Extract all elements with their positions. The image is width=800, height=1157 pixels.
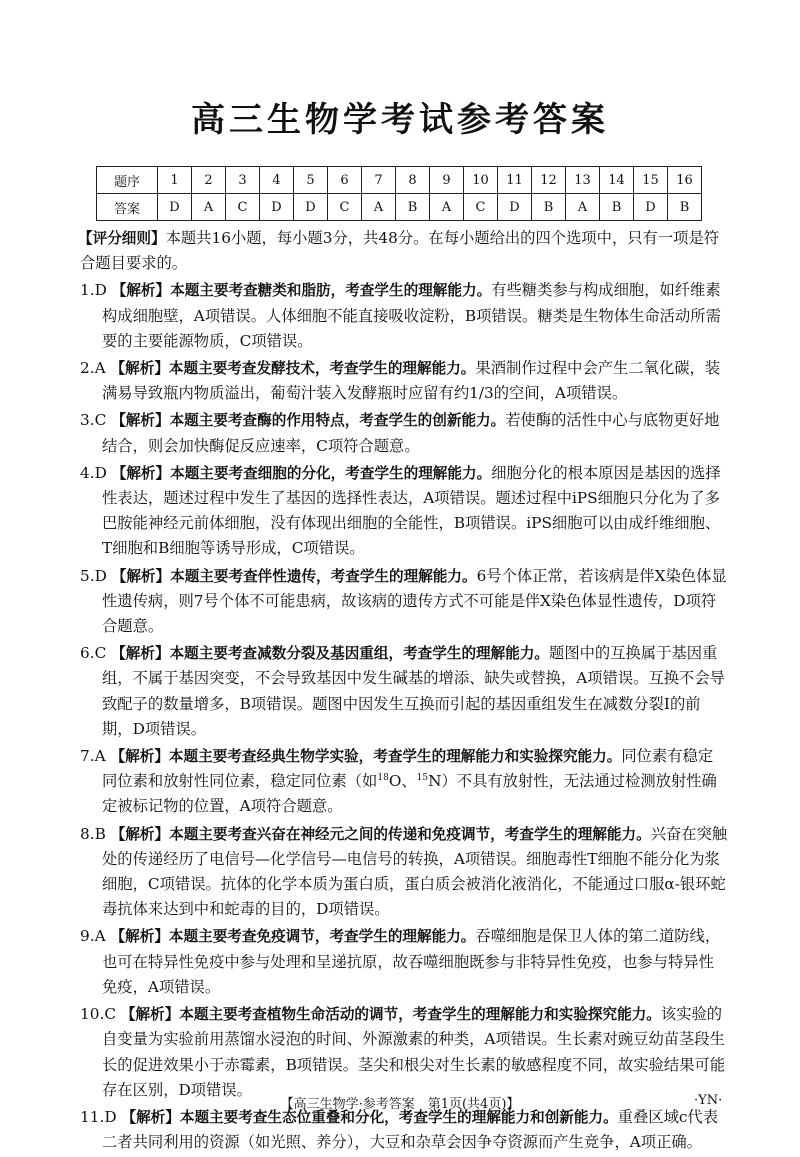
item-label: 【解析】本题主要考查减数分裂及基因重组，考查学生的理解能力。 [111, 645, 550, 663]
footer-text: 【高三生物学·参考答案 第1页(共4页)】 [280, 1097, 520, 1112]
table-cell: B [396, 194, 430, 221]
item-number: 7.A [80, 747, 106, 766]
item-text: 有些糖类参与构成细胞，如纤维素构成细胞壁，A项错误。人体细胞不能直接吸收淀粉，B项错误。糖类是生物体生命活动所需要的主要能源物质，C项错误。 [102, 281, 721, 350]
item-label: 【解析】本题主要考查发酵技术，考查学生的理解能力。 [110, 360, 476, 378]
table-cell: 11 [498, 167, 532, 194]
explanation-item-5 [80, 564, 728, 640]
item-label: 【解析】本题主要考查糖类和脂肪，考查学生的理解能力。 [111, 282, 492, 300]
explanation-item-11 [80, 1105, 728, 1155]
table-cell: B [532, 194, 566, 221]
item-number: 6.C [80, 644, 107, 663]
table-cell: C [226, 194, 260, 221]
isotope-mass-number: 18 [377, 773, 389, 784]
item-text: 细胞分化的根本原因是基因的选择性表达，题述过程中发生了基因的选择性表达，A项错误。题述过程中iPS细胞只分化为了多巴胺能神经元前体细胞，没有体现出细胞的全能性，B项错误。iPS细胞可以由成纤维细胞、T细胞和B细胞等诱导形成，C项错误。 [102, 463, 721, 558]
item-number: 11.D [80, 1107, 117, 1126]
item-text: 6号个体正常，若该病是伴X染色体显性遗传病，则7号个体不可能患病，故该病的遗传方式不可能是伴X染色体显性遗传，D项符合题意。 [102, 566, 727, 636]
table-cell: A [362, 194, 396, 221]
explanation-item-2 [80, 356, 728, 406]
table-cell: 9 [430, 167, 464, 194]
table-cell: 14 [600, 167, 634, 194]
table-cell: A [566, 194, 600, 221]
table-row-header: 答案 [97, 194, 158, 221]
question-number-row [97, 167, 702, 194]
table-cell: D [260, 194, 294, 221]
item-text: 果酒制作过程中会产生二氧化碳，装满易导致瓶内物质溢出，葡萄汁装入发酵瓶时应留有约1/3的空间，A项错误。 [102, 359, 721, 403]
table-cell: B [668, 194, 702, 221]
item-label: 【解析】本题主要考查伴性遗传，考查学生的理解能力。 [111, 567, 477, 585]
answer-explanations [80, 226, 728, 1157]
item-text: 重叠区域c代表二者共同利用的资源（如光照、养分），大豆和杂草会因争夺资源而产生竞争，A项正确。 [102, 1107, 719, 1152]
item-text: 吞噬细胞是保卫人体的第二道防线，也可在特异性免疫中参与处理和呈递抗原，故吞噬细胞既参与非特异性免疫，也参与特异性免疫，A项错误。 [102, 927, 721, 996]
table-cell: 7 [362, 167, 396, 194]
item-label: 【解析】本题主要考查经典生物学实验，考查学生的理解能力和实验探究能力。 [110, 748, 622, 766]
explanation-item-10 [80, 1002, 728, 1103]
answer-row [97, 194, 702, 221]
table-cell: B [600, 194, 634, 221]
table-cell: 3 [226, 167, 260, 194]
table-cell: C [464, 194, 498, 221]
isotope-mass-number: 15 [416, 773, 429, 784]
explanation-item-7 [80, 744, 728, 820]
item-text: 题图中的互换属于基因重组，不属于基因突变，不会导致基因中发生碱基的增添、缺失或替换，A项错误。互换不会导致配子的数量增多，B项错误。题图中因发生互换而引起的基因重组发生在减数分裂Ⅰ的前期，D项错误。 [102, 644, 725, 738]
table-cell: 12 [532, 167, 566, 194]
explanation-item-9 [80, 924, 728, 1000]
footer-mark: ·YN· [694, 1093, 723, 1108]
item-number: 8.B [80, 824, 106, 843]
item-label: 【解析】本题主要考查兴奋在神经元之间的传递和免疫调节，考查学生的理解能力。 [110, 825, 651, 843]
item-text: O、 [388, 772, 417, 791]
page-footer [0, 1093, 800, 1112]
table-cell: A [430, 194, 464, 221]
scoring-rules-text: 本题共16小题，每小题3分，共48分。在每小题给出的四个选项中，只有一项是符合题目要求的。 [80, 229, 720, 273]
item-number: 4.D [80, 463, 107, 482]
item-label: 【解析】本题主要考查免疫调节，考查学生的理解能力。 [110, 928, 476, 946]
item-label: 【解析】本题主要考查酶的作用特点，考查学生的创新能力。 [111, 412, 506, 430]
table-cell: 6 [328, 167, 362, 194]
table-cell: 15 [634, 167, 668, 194]
item-label: 【解析】本题主要考查细胞的分化，考查学生的理解能力。 [111, 464, 492, 482]
item-number: 9.A [80, 927, 106, 946]
item-text: N）不具有放射性，无法通过检测放射性确定被标记物的位置，A项符合题意。 [102, 772, 717, 816]
explanation-item-1 [80, 278, 728, 354]
item-number: 1.D [80, 281, 107, 300]
item-label: 【解析】本题主要考查生态位重叠和分化，考查学生的理解能力和创新能力。 [121, 1108, 618, 1126]
item-number: 3.C [80, 411, 107, 430]
item-number: 10.C [80, 1005, 117, 1024]
answer-table [96, 166, 702, 221]
explanation-item-3 [80, 408, 728, 458]
item-text: 兴奋在突触处的传递经历了电信号—化学信号—电信号的转换，A项错误。细胞毒性T细胞不能分化为浆细胞，C项错误。抗体的化学本质为蛋白质，蛋白质会被消化液消化，不能通过口服α-银环蛇毒抗体来达到中和蛇毒的目的，D项错误。 [102, 824, 728, 919]
table-row-header: 题序 [97, 167, 158, 194]
table-cell: 2 [192, 167, 226, 194]
explanation-item-6 [80, 641, 728, 742]
table-cell: 1 [158, 167, 192, 194]
item-number: 2.A [80, 359, 106, 378]
item-text: 该实验的自变量为实验前用蒸馏水浸泡的时间、外源激素的种类，A项错误。生长素对豌豆幼苗茎段生长的促进效果小于赤霉素，B项错误。茎尖和根尖对生长素的敏感程度不同，故实验结果可能存在区别，D项错误。 [102, 1005, 726, 1099]
table-cell: C [328, 194, 362, 221]
table-cell: D [498, 194, 532, 221]
explanation-item-4 [80, 461, 728, 562]
scoring-rules-label: 【评分细则】 [78, 230, 166, 247]
item-number: 5.D [80, 566, 107, 585]
table-cell: D [294, 194, 328, 221]
item-label: 【解析】本题主要考查植物生命活动的调节，考查学生的理解能力和实验探究能力。 [120, 1006, 661, 1024]
item-text: 同位素有稳定同位素和放射性同位素，稳定同位素（如 [102, 747, 714, 791]
table-cell: 8 [396, 167, 430, 194]
table-cell: 5 [294, 167, 328, 194]
scoring-rules [80, 226, 728, 276]
table-cell: D [634, 194, 668, 221]
table-cell: 4 [260, 167, 294, 194]
page-title: 高三生物学考试参考答案 [191, 100, 609, 140]
explanation-item-8 [80, 822, 728, 923]
table-cell: 10 [464, 167, 498, 194]
item-text: 若使酶的活性中心与底物更好地结合，则会加快酶促反应速率，C项符合题意。 [102, 411, 720, 455]
table-cell: A [192, 194, 226, 221]
table-cell: 16 [668, 167, 702, 194]
table-cell: D [158, 194, 192, 221]
table-cell: 13 [566, 167, 600, 194]
